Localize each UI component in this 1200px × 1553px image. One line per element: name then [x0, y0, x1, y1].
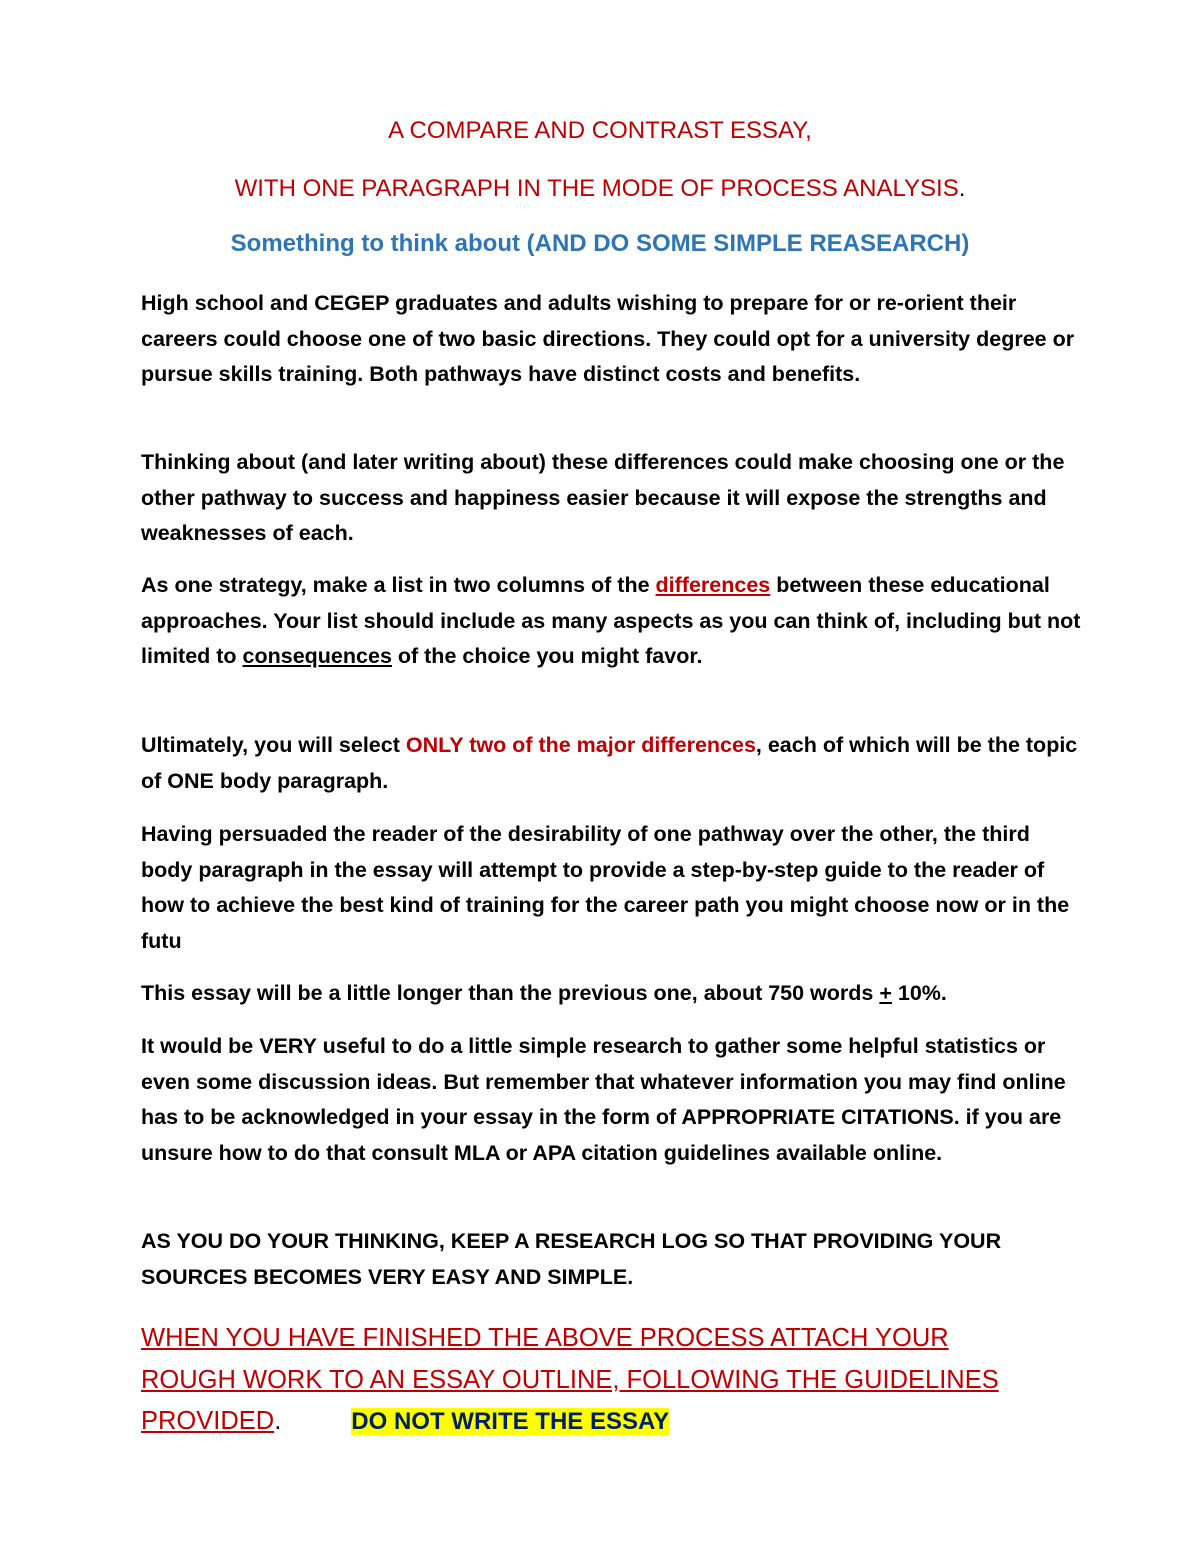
paragraph-3: [141, 568, 1081, 675]
consequences-underlined: consequences: [242, 644, 392, 668]
paragraph-4-part-b: , each of which will be the topic of ONE body paragraph.: [141, 733, 1078, 793]
paragraph-8: [141, 1224, 1081, 1295]
final-line-2: ROUGH WORK TO AN ESSAY OUTLINE, FOLLOWING THE GUIDELINES: [141, 1365, 999, 1394]
paragraph-7: [141, 1029, 1081, 1171]
paragraph-6: [141, 976, 1081, 1012]
paragraph-5: [141, 817, 1081, 959]
paragraph-3-part-c: of the choice you might favor.: [391, 644, 703, 668]
paragraph-2-text: Thinking about (and later writing about) these differences could make choosing one or the other pathway to success and happiness easier because it will expose the strengths and weaknesses of each.: [141, 450, 1065, 545]
do-not-write-highlight: DO NOT WRITE THE ESSAY: [351, 1408, 670, 1435]
title-line-2: [0, 175, 1200, 203]
paragraph-6-part-a: This essay will be a little longer than the previous one, about 750 words: [141, 981, 880, 1005]
paragraph-2: [141, 445, 1081, 552]
paragraph-1-text: High school and CEGEP graduates and adults wishing to prepare for or re-orient their careers could choose one of two basic directions. They could opt for a university degree or pursue skills training. Both pathways have distinct costs and benefits.: [141, 291, 1075, 386]
differences-link-text: differences: [655, 573, 771, 597]
paragraph-6-part-b: 10%.: [891, 981, 947, 1005]
paragraph-1: [141, 286, 1081, 393]
final-instruction: [141, 1318, 1101, 1443]
plus-minus-sign: +: [879, 981, 892, 1005]
title-line-1: A COMPARE AND CONTRAST ESSAY,: [388, 117, 812, 144]
title-line-2-text: WITH ONE PARAGRAPH IN THE MODE OF PROCESS ANALYSIS: [234, 175, 959, 202]
paragraph-4: [141, 728, 1081, 799]
final-line-3: PROVIDED: [141, 1407, 275, 1435]
paragraph-3-part-a: As one strategy, make a list in two columns of the: [141, 573, 656, 597]
paragraph-3-part-b: between these educational approaches. Your list should include as many aspects as you can think of, including but not limited to: [141, 573, 1081, 668]
paragraph-4-part-a: Ultimately, you will select: [141, 733, 406, 757]
paragraph-4-red: ONLY two of the major differences: [405, 733, 756, 757]
paragraph-8-text: AS YOU DO YOUR THINKING, KEEP A RESEARCH LOG SO THAT PROVIDING YOUR SOURCES BECOMES VERY EASY AND SIMPLE.: [141, 1229, 1002, 1289]
final-period: .: [274, 1407, 282, 1435]
title-line-2-period: .: [958, 175, 966, 202]
final-line-1: WHEN YOU HAVE FINISHED THE ABOVE PROCESS ATTACH YOUR: [141, 1324, 949, 1352]
subtitle: Something to think about (AND DO SOME SIMPLE REASEARCH): [230, 230, 970, 257]
paragraph-5-text: Having persuaded the reader of the desirability of one pathway over the other, the third body paragraph in the essay will attempt to provide a step-by-step guide to the reader of how to achieve the best kind of training for the career path you might choose now or in the futu: [141, 822, 1070, 953]
paragraph-7-text: It would be VERY useful to do a little simple research to gather some helpful statistics or even some discussion ideas. But remember that whatever information you may find online has to be acknowledged in your essay in the form of APPROPRIATE CITATIONS. if you are unsure how to do that consult MLA or APA citation guidelines available online.: [141, 1034, 1066, 1165]
